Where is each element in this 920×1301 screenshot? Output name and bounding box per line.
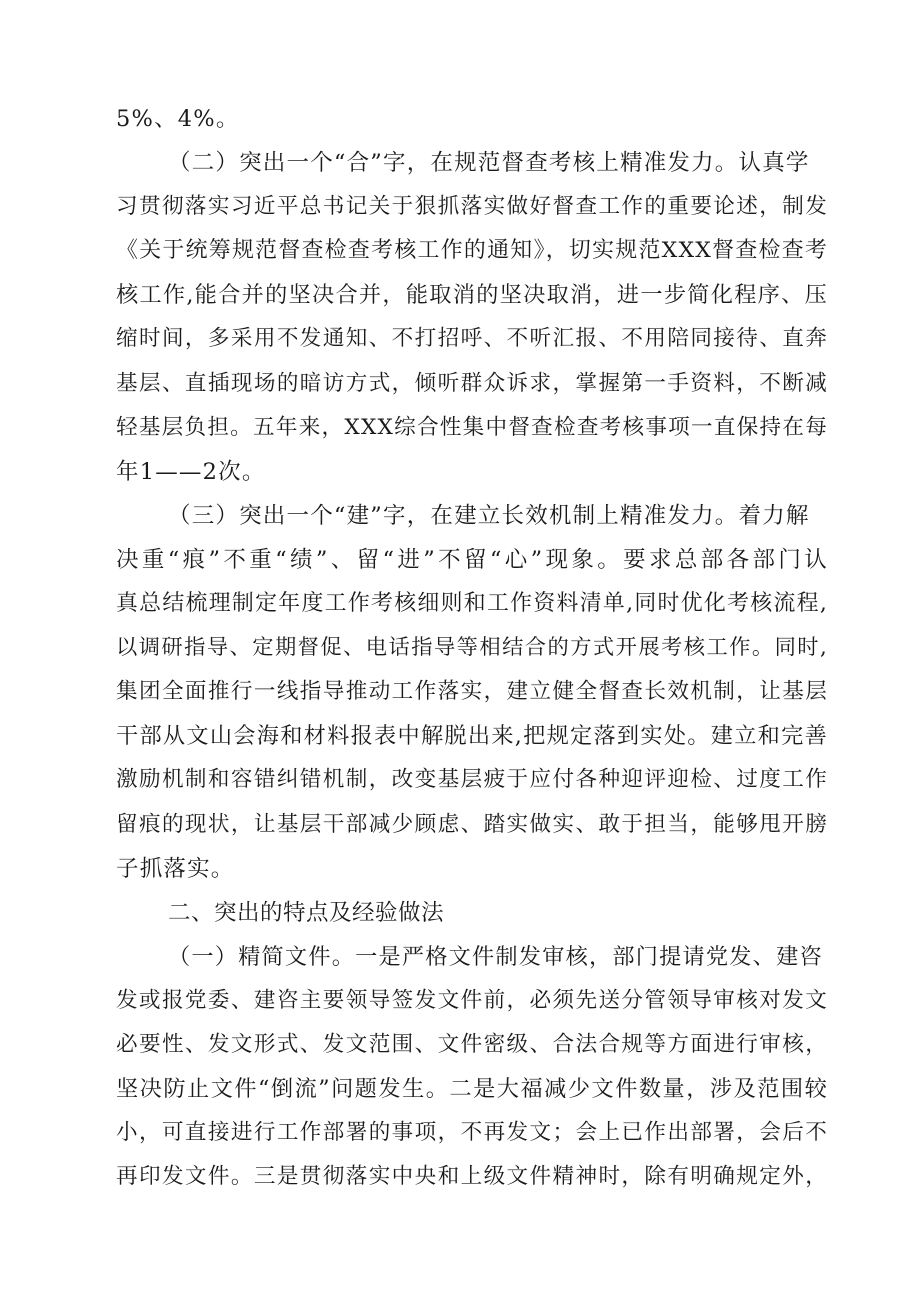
text-line: 干部从文山会海和材料报表中解脱出来,把规定落到实处。建立和完善 <box>116 723 828 750</box>
text-line: 《关于统筹规范督查检查考核工作的通知》，切实规范XXX督查检查考 <box>116 238 828 264</box>
text-line: 再印发文件。三是贯彻落实中央和上级文件精神时，除有明确规定外， <box>116 1164 828 1190</box>
section-heading: 二、突出的特点及经验做法 <box>168 899 445 926</box>
text-line: 基层、直插现场的暗访方式，倾听群众诉求，掌握第一手资料，不断减 <box>116 370 828 396</box>
text-line: 核工作,能合并的坚决合并，能取消的坚决取消，进一步简化程序、压 <box>116 282 828 309</box>
text-line: 年1——2次。 <box>116 458 266 485</box>
document-body <box>116 97 828 1199</box>
text-line: 发或报党委、建咨主要领导签发文件前，必须先送分管领导审核对发文 <box>116 987 828 1013</box>
text-line: 子抓落实。 <box>116 855 235 882</box>
text-line: 真总结梳理制定年度工作考核细则和工作资料清单,同时优化考核流程, <box>116 591 828 617</box>
text-line: 缩时间，多采用不发通知、不打招呼、不听汇报、不用陪同接待、直奔 <box>116 326 828 352</box>
text-line: 坚决防止文件“倒流”问题发生。二是大福减少文件数量，涉及范围较 <box>116 1076 828 1103</box>
text-line: 以调研指导、定期督促、电话指导等相结合的方式开展考核工作。同时, <box>116 635 828 661</box>
text-line: （一）精简文件。一是严格文件制发审核，部门提请党发、建咨 <box>168 943 823 970</box>
text-line: 习贯彻落实习近平总书记关于狠抓落实做好督查工作的重要论述，制发 <box>116 194 828 220</box>
text-line: 留痕的现状，让基层干部减少顾虑、踏实做实、敢于担当，能够甩开膀 <box>116 811 828 837</box>
text-line: 激励机制和容错纠错机制，改变基层疲于应付各种迎评迎检、过度工作 <box>116 767 828 793</box>
text-line: 小，可直接进行工作部署的事项，不再发文；会上已作出部署，会后不 <box>116 1120 828 1146</box>
text-line: 5%、4%。 <box>116 106 240 132</box>
text-line: （三）突出一个“建”字，在建立长效机制上精准发力。着力解 <box>168 502 810 529</box>
text-line: 决重“痕”不重“绩”、留“进”不留“心”现象。要求总部各部门认 <box>116 546 828 573</box>
text-line: （二）突出一个“合”字，在规范督查考核上精准发力。认真学 <box>168 150 810 177</box>
text-line: 轻基层负担。五年来，XXX综合性集中督查检查考核事项一直保持在每 <box>116 414 828 440</box>
text-line: 必要性、发文形式、发文范围、文件密级、合法合规等方面进行审核， <box>116 1031 828 1057</box>
text-line: 集团全面推行一线指导推动工作落实，建立健全督查长效机制，让基层 <box>116 679 828 705</box>
